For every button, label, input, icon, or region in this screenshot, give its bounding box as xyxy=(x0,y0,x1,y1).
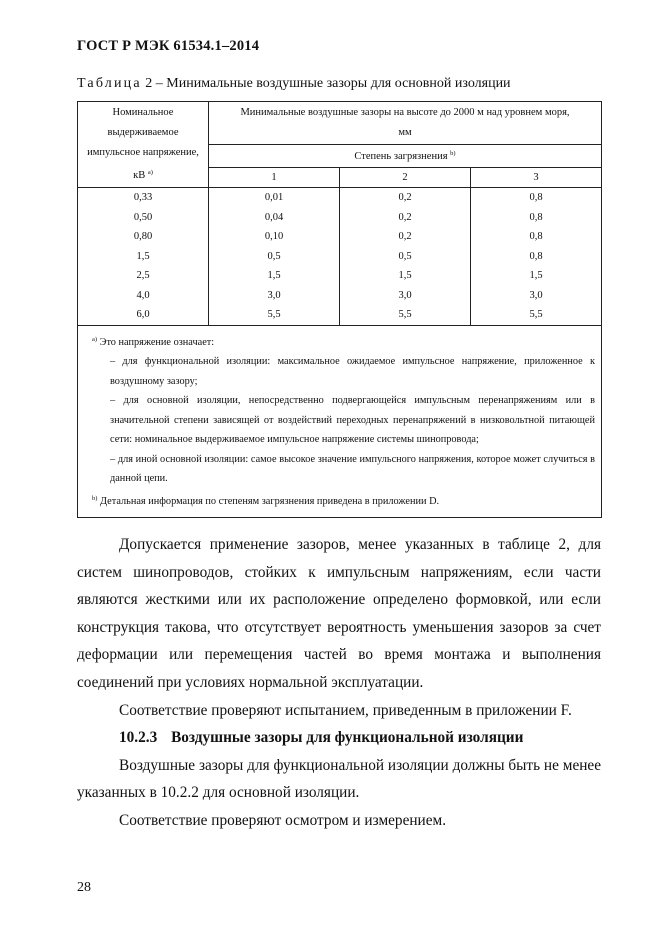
clearance-table xyxy=(77,101,602,518)
table-cell: 0,2 xyxy=(398,211,412,223)
body-text xyxy=(77,531,601,835)
table-cell: 5,5 xyxy=(267,309,281,320)
note-a: $^{a)}$ Это напряжение означает: xyxy=(92,335,215,348)
paragraph: Допускается применение зазоров, менее указанных в таблице 2, для систем шинопроводов, стойких к импульсным напряжениям, если части являются жесткими или их расположение определено формовкой, или если конструкция такова, что отсутствует вероятность уменьшения зазоров за счет деформации или перемещения частей во время монтажа и выполнения соединений при условиях нормальной эксплуатации. xyxy=(77,536,601,691)
note-b-marker: b) xyxy=(92,494,98,502)
section-title: Воздушные зазоры для функциональной изоляции xyxy=(171,729,524,747)
table-cell: 1,5 xyxy=(398,270,412,281)
clearance-header-line: Минимальные воздушные зазоры на высоте до 2000 м над уровнем моря, xyxy=(240,107,570,118)
clearance-header-unit: мм xyxy=(398,127,412,138)
note-item: – для иной основной изоляции: самое высокое значение импульсного напряжения, которое может случиться в данной цепи. xyxy=(110,453,595,484)
paragraph: Соответствие проверяют осмотром и измерением. xyxy=(119,811,447,829)
degree2-values-column xyxy=(340,188,471,326)
table-cell: 0,10 xyxy=(264,231,284,242)
table-cell: 5,5 xyxy=(529,309,543,320)
table-caption-text: 2 – Минимальные воздушные зазоры для основной изоляции xyxy=(141,76,511,91)
table-cell: 0,2 xyxy=(398,231,412,242)
table-caption xyxy=(77,76,511,92)
voltage-header-line: импульсное напряжение, xyxy=(87,147,199,158)
table-cell: 1,5 xyxy=(136,250,150,262)
clearance-group-header xyxy=(209,102,602,145)
table-cell: 0,2 xyxy=(398,192,412,203)
degree-header-2: 2 xyxy=(340,168,471,188)
table-cell: 0,33 xyxy=(133,192,153,203)
degree-header-3: 3 xyxy=(471,168,602,188)
table-cell: 0,80 xyxy=(133,231,153,242)
table-cell: 6,0 xyxy=(136,309,150,320)
table-cell: 1,5 xyxy=(529,270,543,281)
table-cell: 0,01 xyxy=(264,192,284,203)
voltage-values-column xyxy=(78,188,209,326)
section-heading xyxy=(77,724,601,752)
voltage-header-line: выдерживаемое xyxy=(107,127,179,138)
table-cell: 2,5 xyxy=(136,270,150,281)
table-cell: 3,0 xyxy=(267,289,281,301)
table-cell: 0,04 xyxy=(264,211,284,223)
table-notes xyxy=(78,325,602,518)
note-item: – для основной изоляции, непосредственно подвергающейся импульсным перенапряжениям или в значительной степени зависящей от воздействий переходных перенапряжений в низковольтной питающей сети: номинальное выдерживаемое импульсное напряжение системы шинопровода; xyxy=(110,395,595,445)
table-cell: 0,5 xyxy=(398,250,412,262)
table-cell: 4,0 xyxy=(136,289,150,301)
degree-header-1: 1 xyxy=(209,168,340,188)
voltage-column-header xyxy=(78,102,209,188)
table-cell: 1,5 xyxy=(267,270,281,281)
voltage-header-line: Номинальное xyxy=(112,107,174,118)
table-caption-label: Таблица xyxy=(77,76,142,91)
paragraph: Соответствие проверяют испытанием, приведенным в приложении F. xyxy=(119,701,572,719)
note-b: $^{b)}$ Детальная информация по степеням загрязнения приведена в приложении D. xyxy=(92,494,440,507)
paragraph: Воздушные зазоры для функциональной изоляции должны быть не менее указанных в 10.2.2 для основной изоляции. xyxy=(77,756,601,802)
table-cell: 0,8 xyxy=(529,192,543,203)
footnote-ref-a: a) xyxy=(147,169,153,176)
voltage-header-line: кВ $^{a)}$ xyxy=(133,169,153,181)
page-number: 28 xyxy=(77,880,91,895)
table-cell: 0,5 xyxy=(267,250,281,262)
table-cell: 0,8 xyxy=(529,231,543,242)
degree3-values-column xyxy=(471,188,602,326)
section-number: 10.2.3 xyxy=(119,729,158,747)
note-item: – для функциональной изоляции: максимальное ожидаемое импульсное напряжение, приложенное к воздушному зазору; xyxy=(110,356,595,387)
degree1-values-column xyxy=(209,188,340,326)
pollution-degree-header: Степень загрязнения $^{b)}$ xyxy=(209,145,602,168)
table-values-row xyxy=(78,188,602,326)
document-header: ГОСТ Р МЭК 61534.1–2014 xyxy=(77,38,260,54)
table-cell: 0,8 xyxy=(529,211,543,223)
table-cell: 3,0 xyxy=(398,289,412,301)
table-cell: 0,8 xyxy=(529,250,543,262)
table-cell: 0,50 xyxy=(133,211,153,223)
table-cell: 5,5 xyxy=(398,309,412,320)
footnote-ref-b: b) xyxy=(450,150,456,157)
table-cell: 3,0 xyxy=(529,289,543,301)
note-a-marker: a) xyxy=(92,335,98,343)
